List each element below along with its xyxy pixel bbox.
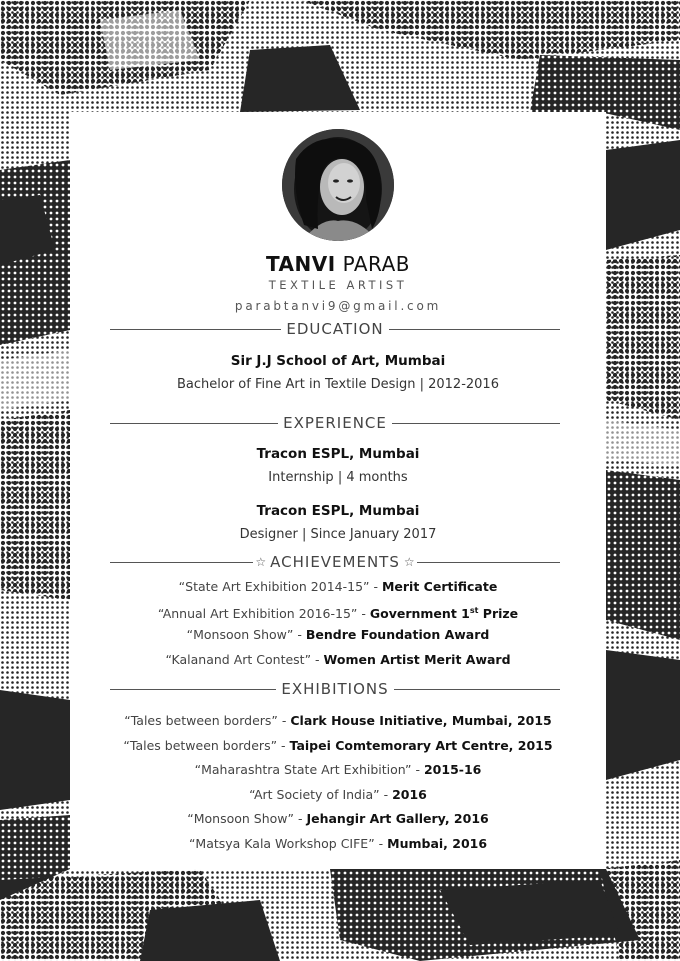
section-title: EDUCATION <box>286 320 384 338</box>
exhibition-item: “Tales between borders” - Clark House Initiative, Mumbai, 2015 <box>124 713 552 728</box>
achievement-item: “State Art Exhibition 2014-15” - Merit Certificate <box>178 579 498 594</box>
section-exhibitions-heading <box>110 679 560 699</box>
section-education-heading <box>110 319 560 339</box>
profile-photo <box>282 129 394 241</box>
divider-line <box>110 689 276 690</box>
star-icon: ☆ <box>255 555 267 569</box>
email-address: parabtanvi9@gmail.com <box>234 299 442 313</box>
divider-line <box>389 329 560 330</box>
exhibition-item: “Maharashtra State Art Exhibition” - 2015-16 <box>194 762 482 777</box>
exhibition-item: “Tales between borders” - Taipei Comtemorary Art Centre, 2015 <box>123 738 553 753</box>
experience-detail: Designer | Since January 2017 <box>239 527 437 542</box>
section-title: EXHIBITIONS <box>281 680 389 698</box>
exhibition-item: “Monsoon Show” - Jehangir Art Gallery, 2016 <box>187 811 489 826</box>
divider-line <box>110 329 281 330</box>
experience-detail: Internship | 4 months <box>268 470 408 485</box>
section-experience-heading <box>110 413 560 433</box>
full-name <box>70 252 606 276</box>
divider-line <box>417 562 560 563</box>
exhibition-item: “Art Society of India” - 2016 <box>249 787 427 802</box>
section-title: EXPERIENCE <box>283 414 387 432</box>
resume-card <box>70 112 606 869</box>
job-title: TEXTILE ARTIST <box>268 278 408 292</box>
experience-company: Tracon ESPL, Mumbai <box>256 446 420 462</box>
divider-line <box>110 423 278 424</box>
experience-company: Tracon ESPL, Mumbai <box>256 503 420 519</box>
divider-line <box>392 423 560 424</box>
education-degree: Bachelor of Fine Art in Textile Design | 2012-2016 <box>177 377 499 392</box>
education-school: Sir J.J School of Art, Mumbai <box>230 353 446 369</box>
exhibition-item: “Matsya Kala Workshop CIFE” - Mumbai, 2016 <box>188 836 488 851</box>
section-achievements-heading <box>110 552 560 572</box>
divider-line <box>110 562 253 563</box>
star-icon: ☆ <box>403 555 415 569</box>
section-title: ACHIEVEMENTS <box>270 553 400 571</box>
first-name: TANVI <box>265 252 336 276</box>
achievement-item: “Kalanand Art Contest” - Women Artist Merit Award <box>165 652 511 667</box>
achievement-item: “Monsoon Show” - Bendre Foundation Award <box>186 627 490 642</box>
achievement-item: “Annual Art Exhibition 2016-15” - Government 1st Prize <box>157 606 519 622</box>
divider-line <box>394 689 560 690</box>
portrait-image <box>282 129 394 241</box>
last-name: PARAB <box>342 252 411 276</box>
